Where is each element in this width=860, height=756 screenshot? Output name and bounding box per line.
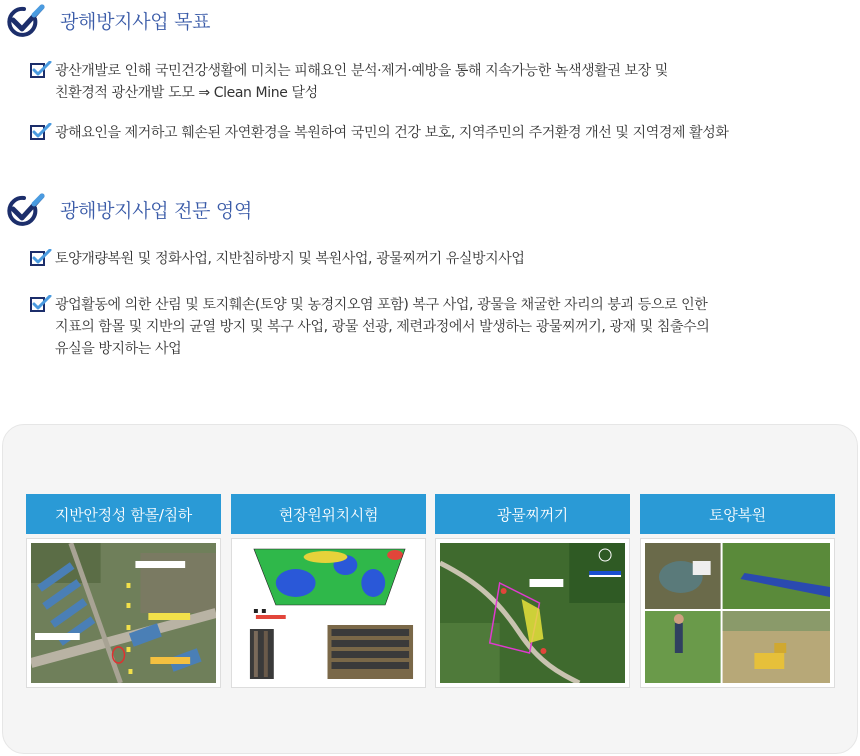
- card-soil-restoration: [640, 494, 835, 688]
- bullet-text-line: 광산개발로 인해 국민건강생활에 미치는 피해요인 분석·제거·예방을 통해 지속가능한 녹색생활권 보장 및: [55, 63, 668, 79]
- card-title: 현장원위치시험: [231, 494, 426, 534]
- bullet-text-line: 광해요인을 제거하고 훼손된 자연환경을 복원하여 국민의 건강 보호, 지역주민의 주거환경 개선 및 지역경제 활성화: [55, 125, 729, 141]
- bullet-item: [30, 248, 525, 270]
- card-title: 광물찌꺼기: [435, 494, 630, 534]
- bullet-text-line: 친환경적 광산개발 도모 ⇒ Clean Mine 달성: [55, 85, 318, 101]
- card-title: 지반안정성 함몰/침하: [26, 494, 221, 534]
- aerial-map-image: [26, 538, 221, 688]
- bullet-text-line: 지표의 함몰 및 지반의 균열 방지 및 복구 사업, 광물 선광, 제련과정에서 발생하는 광물찌꺼기, 광재 및 침출수의: [55, 319, 710, 335]
- bullet-text-line: 토양개량복원 및 정화사업, 지반침하방지 및 복원사업, 광물찌꺼기 유실방지사업: [55, 251, 525, 267]
- checkbox-check-icon: [30, 249, 52, 267]
- section-title: 광해방지사업 목표: [60, 10, 211, 33]
- bullet-text-line: 유실을 방지하는 사업: [55, 341, 182, 357]
- checkbox-check-icon: [30, 295, 52, 313]
- soil-restoration-image: [640, 538, 835, 688]
- bullet-item: [30, 294, 709, 360]
- card-field-test: [231, 494, 426, 688]
- resistivity-survey-image: [231, 538, 426, 688]
- aerial-map-tailings-image: [435, 538, 630, 688]
- section-goal-header: [4, 3, 210, 37]
- bullet-text-line: 광업활동에 의한 산림 및 토지훼손(토양 및 농경지오염 포함) 복구 사업, 광물을 채굴한 자리의 붕괴 등으로 인한: [55, 297, 708, 313]
- section-title: 광해방지사업 전문 영역: [60, 199, 253, 222]
- section-area-header: [4, 192, 252, 226]
- checkbox-check-icon: [30, 61, 52, 79]
- check-circle-icon: [4, 192, 48, 226]
- card-title: 토양복원: [640, 494, 835, 534]
- checkbox-check-icon: [30, 123, 52, 141]
- bullet-item: [30, 122, 729, 144]
- check-circle-icon: [4, 3, 48, 37]
- card-tailings: [435, 494, 630, 688]
- bullet-item: [30, 60, 668, 104]
- card-subsidence: [26, 494, 221, 688]
